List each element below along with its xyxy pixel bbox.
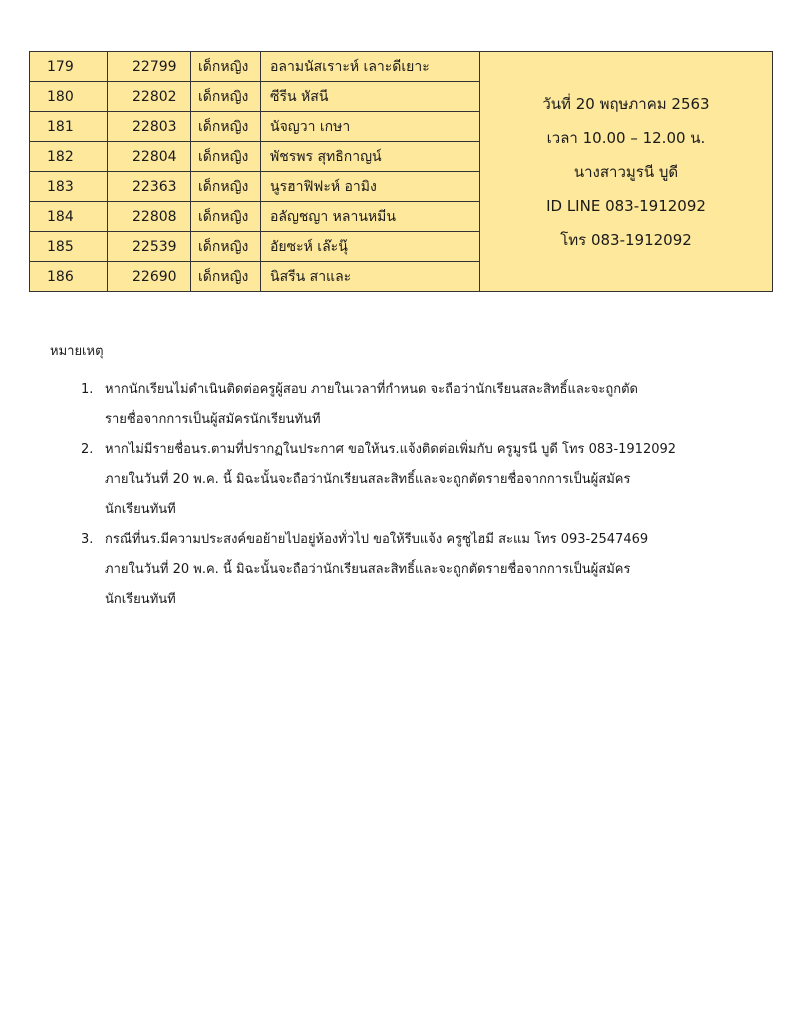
student-title-cell: เด็กหญิง	[191, 52, 261, 82]
note-item	[50, 375, 750, 435]
row-number-cell: 184	[30, 202, 108, 232]
notes-list	[50, 375, 750, 615]
note-text-line: นักเรียนทันที	[105, 592, 176, 607]
row-number-cell: 181	[30, 112, 108, 142]
student-id-cell: 22804	[108, 142, 191, 172]
student-title-cell: เด็กหญิง	[191, 82, 261, 112]
roster-body	[30, 52, 773, 292]
student-roster-table	[29, 51, 773, 292]
appointment-date: วันที่ 20 พฤษภาคม 2563	[542, 94, 710, 113]
student-id-cell: 22690	[108, 262, 191, 292]
student-name-cell: นูรฮาฟิฟะห์ อามิง	[261, 172, 480, 202]
student-name-cell: นิสรีน สาและ	[261, 262, 480, 292]
student-title-cell: เด็กหญิง	[191, 142, 261, 172]
note-number: 1.	[81, 382, 94, 397]
appointment-time: เวลา 10.00 – 12.00 น.	[546, 128, 706, 147]
student-title-cell: เด็กหญิง	[191, 262, 261, 292]
student-name-cell: พัชรพร สุทธิกาญน์	[261, 142, 480, 172]
student-name-cell: อัยซะห์ เล๊ะนุ๊	[261, 232, 480, 262]
row-number-cell: 180	[30, 82, 108, 112]
row-number-cell: 185	[30, 232, 108, 262]
student-name-cell: นัจญวา เกษา	[261, 112, 480, 142]
student-name-cell: ซีรีน หัสนี	[261, 82, 480, 112]
student-id-cell: 22799	[108, 52, 191, 82]
note-item	[50, 435, 750, 525]
note-text-line: นักเรียนทันที	[105, 502, 176, 517]
student-title-cell: เด็กหญิง	[191, 112, 261, 142]
note-text-line: ภายในวันที่ 20 พ.ค. นี้ มิฉะนั้นจะถือว่านักเรียนสละสิทธิ์และจะถูกตัดรายชื่อจากการเป็นผู้สมัคร	[105, 472, 631, 487]
student-id-cell: 22363	[108, 172, 191, 202]
student-id-cell: 22808	[108, 202, 191, 232]
note-text-line: รายชื่อจากการเป็นผู้สมัครนักเรียนทันที	[105, 412, 321, 427]
table-row	[30, 52, 773, 82]
contact-name: นางสาวมูรนี บูดี	[573, 162, 679, 181]
student-id-cell: 22802	[108, 82, 191, 112]
note-number: 2.	[81, 442, 94, 457]
notes-section	[50, 340, 750, 615]
student-name-cell: อลัญชญา หลานหมีน	[261, 202, 480, 232]
student-name-cell: อลามนัสเราะห์ เลาะดีเยาะ	[261, 52, 480, 82]
contact-line-id: ID LINE 083-1912092	[546, 196, 706, 215]
contact-phone: โทร 083-1912092	[560, 230, 692, 249]
row-number-cell: 186	[30, 262, 108, 292]
student-title-cell: เด็กหญิง	[191, 172, 261, 202]
notes-title: หมายเหตุ	[50, 344, 104, 359]
note-item	[50, 525, 750, 615]
note-text-line: กรณีที่นร.มีความประสงค์ขอย้ายไปอยู่ห้องทั่วไป ขอให้รีบแจ้ง ครูซูไฮมี สะแม โทร 093-2547469	[105, 532, 649, 547]
student-id-cell: 22539	[108, 232, 191, 262]
note-text-line: ภายในวันที่ 20 พ.ค. นี้ มิฉะนั้นจะถือว่านักเรียนสละสิทธิ์และจะถูกตัดรายชื่อจากการเป็นผู้สมัคร	[105, 562, 631, 577]
student-id-cell: 22803	[108, 112, 191, 142]
note-text-line: หากนักเรียนไม่ดำเนินติดต่อครูผู้สอบ ภายในเวลาที่กำหนด จะถือว่านักเรียนสละสิทธิ์และจะถูกตัด	[105, 382, 638, 397]
appointment-info-cell	[480, 52, 773, 292]
row-number-cell: 182	[30, 142, 108, 172]
row-number-cell: 183	[30, 172, 108, 202]
note-text-line: หากไม่มีรายชื่อนร.ตามที่ปรากฏในประกาศ ขอให้นร.แจ้งติดต่อเพิ่มกับ ครูมูรนี บูดี โทร 083-1912092	[105, 442, 677, 457]
row-number-cell: 179	[30, 52, 108, 82]
student-title-cell: เด็กหญิง	[191, 202, 261, 232]
note-number: 3.	[81, 532, 94, 547]
student-title-cell: เด็กหญิง	[191, 232, 261, 262]
